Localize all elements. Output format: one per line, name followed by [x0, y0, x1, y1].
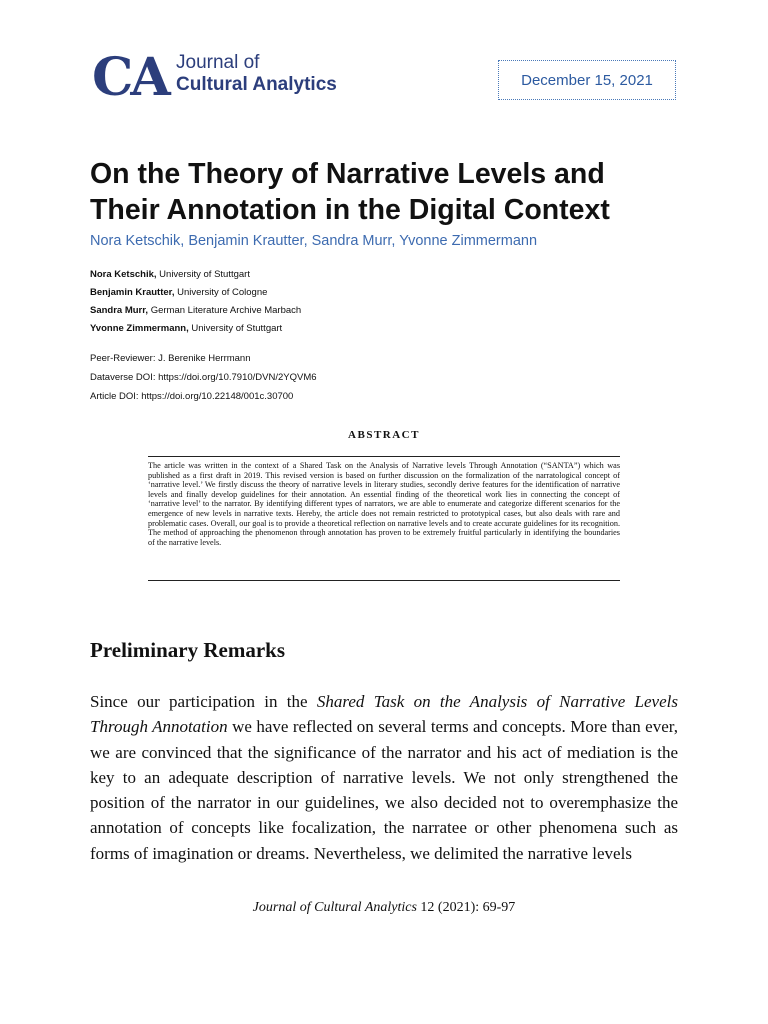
abstract-text: The article was written in the context of a Shared Task on the Analysis of Narrative levels Through Annotation (“SANTA”) which was published as a first draft in 2019. This revised version is based on further discussion on the formalization of the narratological concept of ‘narrative level.’ We firstly discuss the theory of narrative levels in literary studies, secondly derive features for the identification of narrative levels and finally develop guidelines for their annotation. An essential finding of the theoretical work lies in connecting the concept of ‘narrative level’ to the narrator. By identifying different types of narrators, we are able to enumerate and categorize different scenarios for the emergence of new levels in narrative texts. Hereby, the article does not remain restricted to prototypical cases, but also deals with rare and problematic cases. Overall, our goal is to provide a theoretical reflection on narrative levels and to create accurate guidelines for its recognition. The method of approaching the phenomenon through annotation has proven to be extremely fruitful particularly in identifying the boundaries of the narrative levels.	[148, 461, 620, 547]
affiliation-author: Benjamin Krautter,	[90, 287, 175, 298]
journal-name-line2: Cultural Analytics	[176, 74, 337, 95]
author-list[interactable]: Nora Ketschik, Benjamin Krautter, Sandra Murr, Yvonne Zimmermann	[90, 233, 538, 249]
shared-task-name: Shared Task on the Analysis of Narrative Levels Through Annotation	[90, 692, 678, 737]
dataverse-doi-link[interactable]: Dataverse DOI: https://doi.org/10.7910/DVN/2YQVM6	[90, 372, 317, 383]
affiliation-institution: University of Stuttgart	[188, 323, 283, 334]
body-paragraph	[90, 689, 678, 866]
peer-reviewer: Peer-Reviewer: J. Berenike Herrmann	[90, 353, 251, 364]
abstract-heading: ABSTRACT	[348, 429, 420, 441]
abstract-box	[148, 456, 620, 581]
title-line-2: Their Annotation in the Digital Context	[90, 194, 610, 226]
logo-mark: CA	[92, 47, 168, 108]
affiliation-author: Yvonne Zimmermann,	[90, 323, 189, 334]
affiliation-item	[90, 304, 690, 322]
affiliation-author: Sandra Murr,	[90, 305, 149, 316]
journal-name	[176, 52, 337, 96]
publication-date: December 15, 2021	[498, 60, 676, 100]
page-footer	[0, 900, 768, 916]
footer-journal: Journal of Cultural Analytics	[252, 900, 417, 915]
article-metadata	[90, 352, 690, 409]
affiliations	[90, 268, 690, 340]
article-doi-link[interactable]: Article DOI: https://doi.org/10.22148/001c.30700	[90, 391, 294, 402]
affiliation-item	[90, 322, 690, 340]
article-title	[90, 156, 710, 228]
affiliation-item	[90, 286, 690, 304]
title-line-1: On the Theory of Narrative Levels and	[90, 158, 605, 190]
journal-name-line1: Journal of	[176, 52, 260, 73]
section-heading: Preliminary Remarks	[90, 638, 285, 662]
paragraph-start: Since our participation in the	[90, 692, 317, 711]
affiliation-item	[90, 268, 690, 286]
affiliation-institution: University of Cologne	[174, 287, 268, 298]
paragraph-rest: we have reflected on several terms and concepts. More than ever, we are convinced that the significance of the narrator and his act of mediation is the key to an adequate description of narrative levels. We not only strengthened the position of the narrator in our guidelines, we also decided not to overemphasize the annotation of concepts like focalization, the narratee or other phenomena such as forms of imagination or dreams. Nevertheless, we delimited the narrative levels	[90, 717, 679, 863]
footer-citation: 12 (2021): 69-97	[416, 900, 516, 915]
affiliation-institution: University of Stuttgart	[156, 269, 250, 280]
affiliation-institution: German Literature Archive Marbach	[148, 305, 302, 316]
affiliation-author: Nora Ketschik,	[90, 269, 157, 280]
journal-logo[interactable]	[92, 47, 362, 108]
